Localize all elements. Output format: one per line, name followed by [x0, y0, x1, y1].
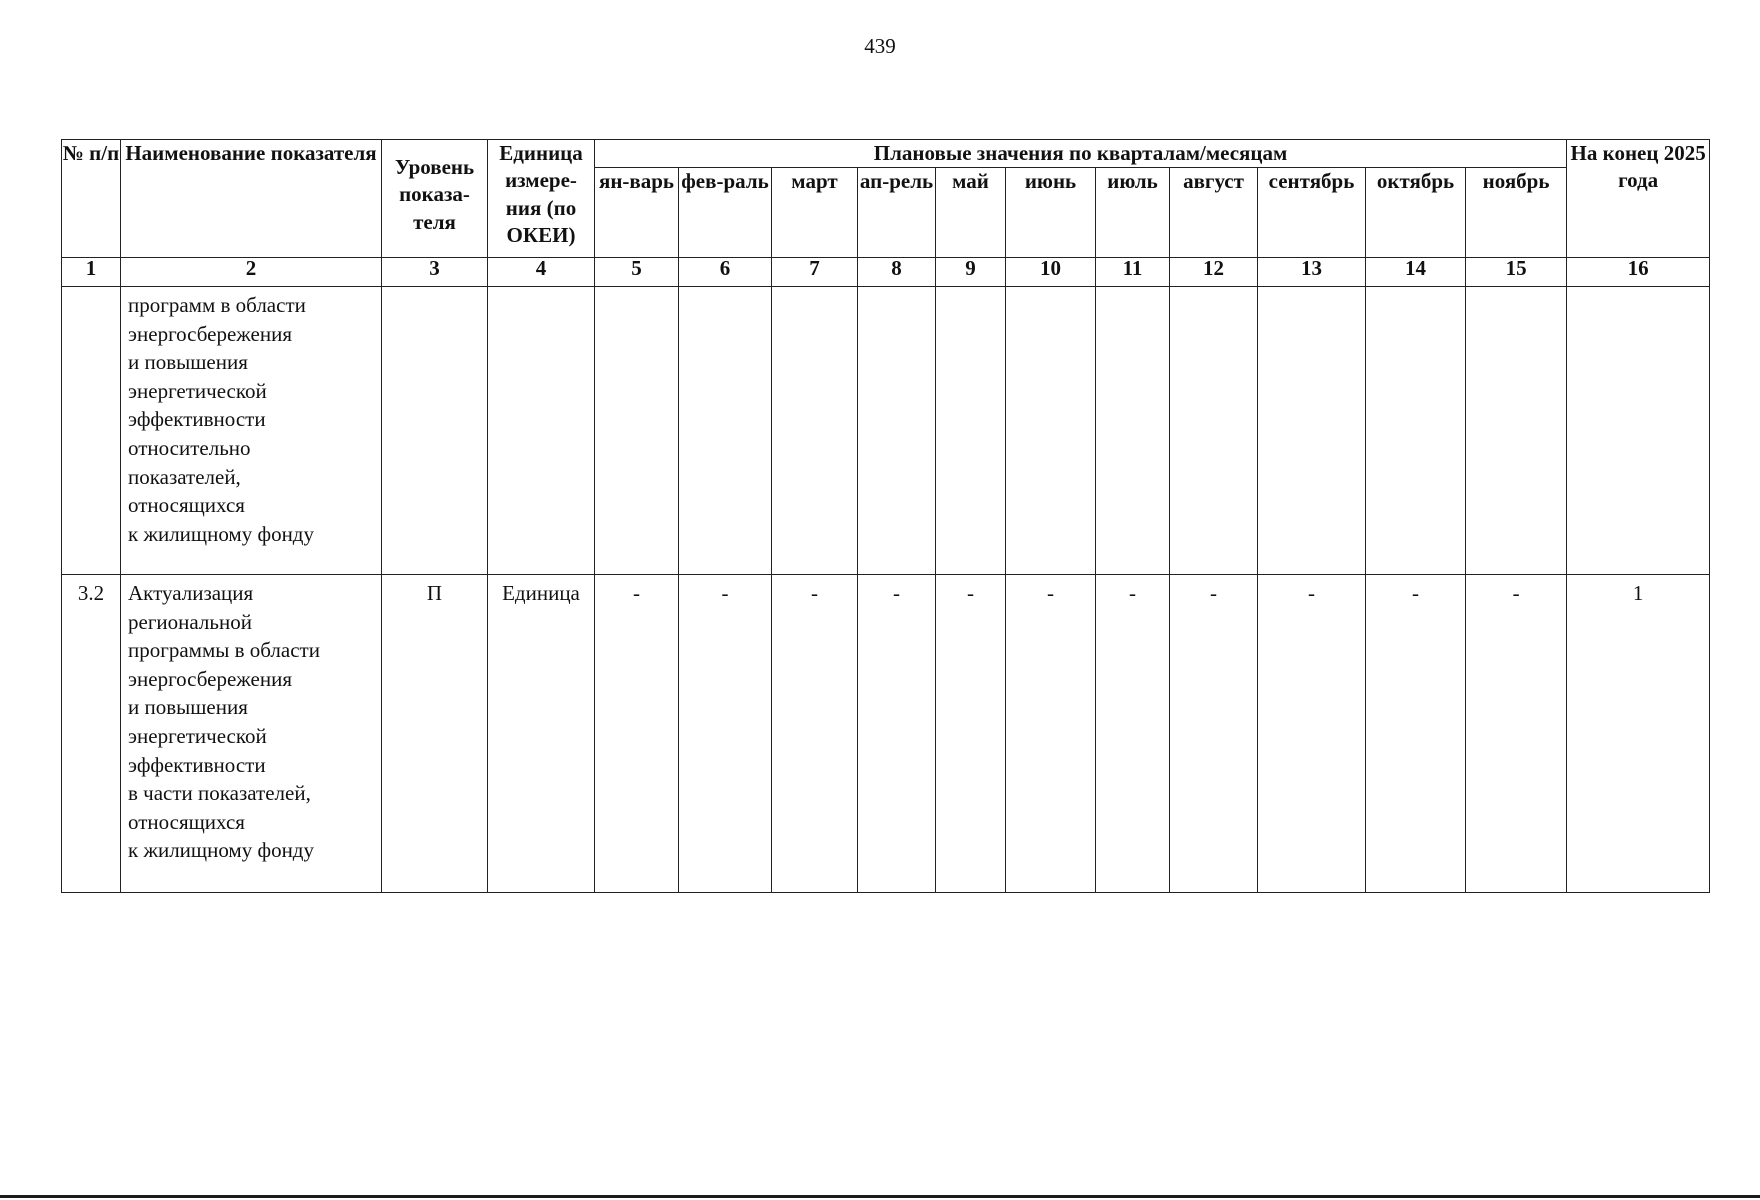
- header-month-oct: октябрь: [1366, 168, 1466, 258]
- column-number: 13: [1258, 258, 1366, 287]
- name-line: относительно: [128, 436, 251, 461]
- row-month-value: -: [1170, 575, 1258, 893]
- header-end: На конец 2025 года: [1567, 140, 1710, 258]
- column-number-row: [62, 258, 1710, 287]
- name-line: к жилищному фонду: [128, 521, 314, 546]
- header-month-mar: март: [772, 168, 858, 258]
- column-number: 7: [772, 258, 858, 287]
- header-month-aug: август: [1170, 168, 1258, 258]
- column-number: 14: [1366, 258, 1466, 287]
- row-end-value: [1567, 287, 1710, 575]
- column-number: 1: [62, 258, 121, 287]
- page-number: 439: [864, 34, 896, 58]
- name-line: энергосбережения: [128, 666, 293, 691]
- column-number: 8: [858, 258, 936, 287]
- name-line: энергетической: [128, 378, 267, 403]
- row-month-value: [1258, 287, 1366, 575]
- row-month-value: -: [1466, 575, 1567, 893]
- column-number: 11: [1096, 258, 1170, 287]
- row-month-value: -: [1258, 575, 1366, 893]
- name-line: относящихся: [128, 809, 245, 834]
- row-month-value: [1466, 287, 1567, 575]
- name-line: показателей,: [128, 464, 241, 489]
- row-num: [62, 287, 121, 575]
- column-number: 10: [1006, 258, 1096, 287]
- indicators-table: [61, 139, 1710, 893]
- column-number: 16: [1567, 258, 1710, 287]
- header-month-sep: сентябрь: [1258, 168, 1366, 258]
- row-num: 3.2: [62, 575, 121, 893]
- row-month-value: [1006, 287, 1096, 575]
- row-month-value: -: [1096, 575, 1170, 893]
- column-number: 2: [121, 258, 382, 287]
- column-number: 15: [1466, 258, 1567, 287]
- row-month-value: -: [858, 575, 936, 893]
- row-month-value: -: [936, 575, 1006, 893]
- name-line: программ в области: [128, 293, 306, 318]
- column-number: 4: [488, 258, 595, 287]
- name-line: энергосбережения: [128, 321, 293, 346]
- name-line: эффективности: [128, 407, 266, 432]
- row-name: [121, 575, 382, 893]
- row-end-value: 1: [1567, 575, 1710, 893]
- row-month-value: [936, 287, 1006, 575]
- header-name: Наименование показателя: [121, 140, 382, 258]
- row-level: П: [382, 575, 488, 893]
- row-level: [382, 287, 488, 575]
- row-month-value: [858, 287, 936, 575]
- header-plan-group: Плановые значения по кварталам/месяцам: [595, 140, 1567, 168]
- row-month-value: [595, 287, 679, 575]
- header-num: № п/п: [62, 140, 121, 258]
- column-number: 6: [679, 258, 772, 287]
- name-line: относящихся: [128, 493, 245, 518]
- row-month-value: [679, 287, 772, 575]
- name-line: региональной: [128, 609, 252, 634]
- header-month-jan: ян-варь: [595, 168, 679, 258]
- header-month-may: май: [936, 168, 1006, 258]
- row-month-value: -: [595, 575, 679, 893]
- header-level: Уровень показа-теля: [382, 140, 488, 258]
- column-number: 9: [936, 258, 1006, 287]
- header-unit: Единица измере-ния (по ОКЕИ): [488, 140, 595, 258]
- row-month-value: -: [1006, 575, 1096, 893]
- row-month-value: -: [1366, 575, 1466, 893]
- header-month-feb: фев-раль: [679, 168, 772, 258]
- header-month-apr: ап-рель: [858, 168, 936, 258]
- name-line: программы в области: [128, 638, 320, 663]
- row-month-value: [772, 287, 858, 575]
- column-number: 5: [595, 258, 679, 287]
- row-unit: [488, 287, 595, 575]
- row-month-value: [1170, 287, 1258, 575]
- column-number: 3: [382, 258, 488, 287]
- header-month-jun: июнь: [1006, 168, 1096, 258]
- name-line: к жилищному фонду: [128, 838, 314, 863]
- table-row: [62, 575, 1710, 893]
- name-line: эффективности: [128, 752, 266, 777]
- row-month-value: [1096, 287, 1170, 575]
- name-line: и повышения: [128, 350, 248, 375]
- row-month-value: -: [772, 575, 858, 893]
- row-unit: Единица: [488, 575, 595, 893]
- name-line: энергетической: [128, 724, 267, 749]
- row-name: [121, 287, 382, 575]
- row-month-value: -: [679, 575, 772, 893]
- bottom-rule: [0, 1195, 1760, 1198]
- column-number: 12: [1170, 258, 1258, 287]
- header-month-nov: ноябрь: [1466, 168, 1567, 258]
- name-line: в части показателей,: [128, 781, 311, 806]
- row-month-value: [1366, 287, 1466, 575]
- table-row: [62, 287, 1710, 575]
- name-line: Актуализация: [128, 581, 254, 606]
- header-month-jul: июль: [1096, 168, 1170, 258]
- name-line: и повышения: [128, 695, 248, 720]
